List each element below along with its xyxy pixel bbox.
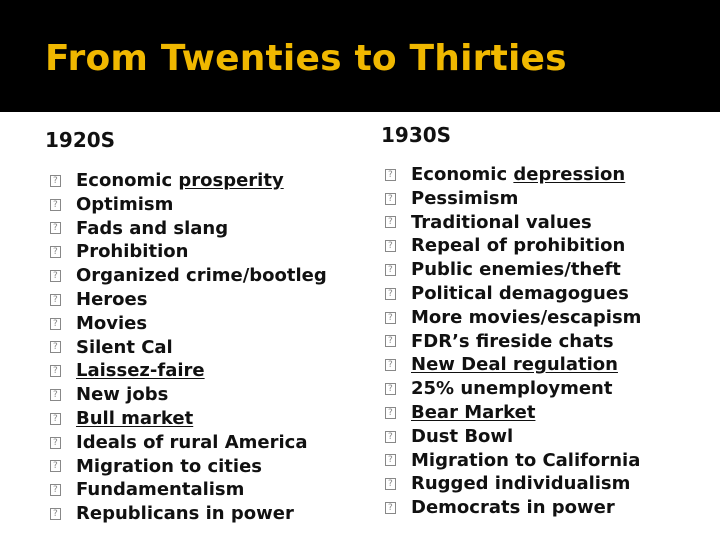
heading-1920s: 1920S [45,128,116,152]
missing-glyph-box-icon [50,270,61,282]
list-item-text-plain: Democrats in power [411,497,615,519]
list-item-text-plain: New jobs [76,384,169,406]
list-item-text-plain: Rugged individualism [411,473,631,495]
1930s-list-item [385,211,641,235]
missing-glyph-box-icon [385,454,396,466]
missing-glyph-box-icon [385,502,396,514]
list-item-text-plain: Political demagogues [411,282,629,304]
list-item-text [76,383,168,407]
list-item-text [411,211,592,235]
missing-glyph-box-icon [50,413,61,425]
title-bar [0,0,720,112]
list-item-text [411,234,625,258]
list-item-text-plain: Traditional values [411,211,592,233]
list-item-text-plain: 25% unemployment [411,378,613,400]
list-item-text [411,377,612,401]
list-1930s [385,163,641,520]
missing-glyph-box-icon [385,407,396,419]
list-item-text [76,359,205,383]
list-item-text-plain: Economic [76,170,179,191]
missing-glyph-box-icon [50,175,61,187]
missing-glyph-box-icon [385,312,396,324]
1930s-list-item [385,234,641,258]
missing-glyph-box-icon [50,389,61,401]
missing-glyph-box-icon [50,484,61,496]
list-item-text-underlined: Bull market [76,407,194,429]
1920s-list-item [50,169,327,193]
list-item-text [76,217,228,241]
list-item-text [76,478,244,502]
list-item-text [76,264,327,288]
list-item-text [76,312,147,336]
missing-glyph-box-icon [385,431,396,443]
list-item-text [76,193,173,217]
1920s-list-item [50,264,327,288]
list-item-text [76,407,193,431]
list-item-text [411,353,618,377]
1930s-list-item [385,330,641,354]
list-item-text-plain: Pessimism [411,187,519,209]
list-item-text-plain: More movies/escapism [411,306,642,328]
missing-glyph-box-icon [50,294,61,306]
missing-glyph-box-icon [50,341,61,353]
list-item-text-plain: Public enemies/theft [411,259,621,281]
list-item-text [411,496,615,520]
list-item-text [76,169,284,193]
1920s-list-item [50,336,327,360]
list-item-text [411,449,640,473]
1920s-list-item [50,455,327,479]
1930s-list-item [385,353,641,377]
list-item-text-plain: FDR’s fireside chats [411,330,614,352]
missing-glyph-box-icon [50,318,61,330]
missing-glyph-box-icon [385,169,396,181]
missing-glyph-box-icon [385,264,396,276]
missing-glyph-box-icon [385,193,396,205]
list-item-text [76,502,294,526]
missing-glyph-box-icon [385,335,396,347]
list-item-text [76,455,262,479]
list-item-text-plain: Fundamentalism [76,479,245,501]
list-item-text-plain: Silent Cal [76,336,173,358]
missing-glyph-box-icon [385,359,396,371]
list-item-text [411,472,630,496]
1920s-list-item [50,478,327,502]
missing-glyph-box-icon [385,216,396,228]
1930s-list-item [385,496,641,520]
list-item-text [411,425,513,449]
list-item-text-plain: Organized crime/bootleg [76,265,327,287]
missing-glyph-box-icon [50,246,61,258]
list-item-text [76,336,173,360]
1930s-list-item [385,258,641,282]
1930s-list-item [385,282,641,306]
list-item-text-plain: Migration to cities [76,455,262,477]
1920s-list-item [50,359,327,383]
list-item-text [411,306,641,330]
list-item-text [411,187,518,211]
missing-glyph-box-icon [50,222,61,234]
list-item-text [411,258,621,282]
1930s-list-item [385,401,641,425]
1920s-list-item [50,431,327,455]
list-item-text-plain: Heroes [76,288,148,310]
list-item-text-plain: Fads and slang [76,217,229,239]
1920s-list-item [50,502,327,526]
list-item-text-plain: Migration to California [411,449,641,471]
missing-glyph-box-icon [385,478,396,490]
list-item-text [411,282,629,306]
1930s-list-item [385,425,641,449]
1920s-list-item [50,383,327,407]
list-item-text-plain: Repeal of prohibition [411,235,626,257]
list-item-text-plain: Prohibition [76,241,189,263]
missing-glyph-box-icon [50,365,61,377]
1920s-list-item [50,217,327,241]
list-item-text-plain: Ideals of rural America [76,431,308,453]
list-item-text [76,240,188,264]
list-1920s [50,169,327,526]
list-item-text-underlined: Laissez-faire [76,360,205,382]
heading-1930s: 1930S [381,123,452,147]
list-item-text-underlined: prosperity [178,170,284,191]
1920s-list-item [50,407,327,431]
missing-glyph-box-icon [50,199,61,211]
1930s-list-item [385,163,641,187]
list-item-text-plain: Dust Bowl [411,425,514,447]
missing-glyph-box-icon [385,240,396,252]
1930s-list-item [385,187,641,211]
list-item-text [76,431,307,455]
1920s-list-item [50,240,327,264]
list-item-text-plain: Optimism [76,193,174,215]
missing-glyph-box-icon [50,508,61,520]
list-item-text [411,330,614,354]
list-item-text-underlined: depression [513,164,626,185]
1930s-list-item [385,306,641,330]
missing-glyph-box-icon [50,460,61,472]
list-item-text [76,288,147,312]
list-item-text-underlined: Bear Market [411,401,536,423]
list-item-text-plain: Movies [76,312,148,334]
list-item-text-plain: Economic [411,164,514,185]
1920s-list-item [50,288,327,312]
list-item-text [411,163,625,187]
list-item-text [411,401,535,425]
1930s-list-item [385,449,641,473]
1920s-list-item [50,312,327,336]
list-item-text-underlined: New Deal regulation [411,354,618,376]
1930s-list-item [385,377,641,401]
missing-glyph-box-icon [385,288,396,300]
1920s-list-item [50,193,327,217]
slide-title: From Twenties to Thirties [45,38,567,79]
1930s-list-item [385,472,641,496]
missing-glyph-box-icon [385,383,396,395]
list-item-text-plain: Republicans in power [76,503,294,525]
missing-glyph-box-icon [50,437,61,449]
